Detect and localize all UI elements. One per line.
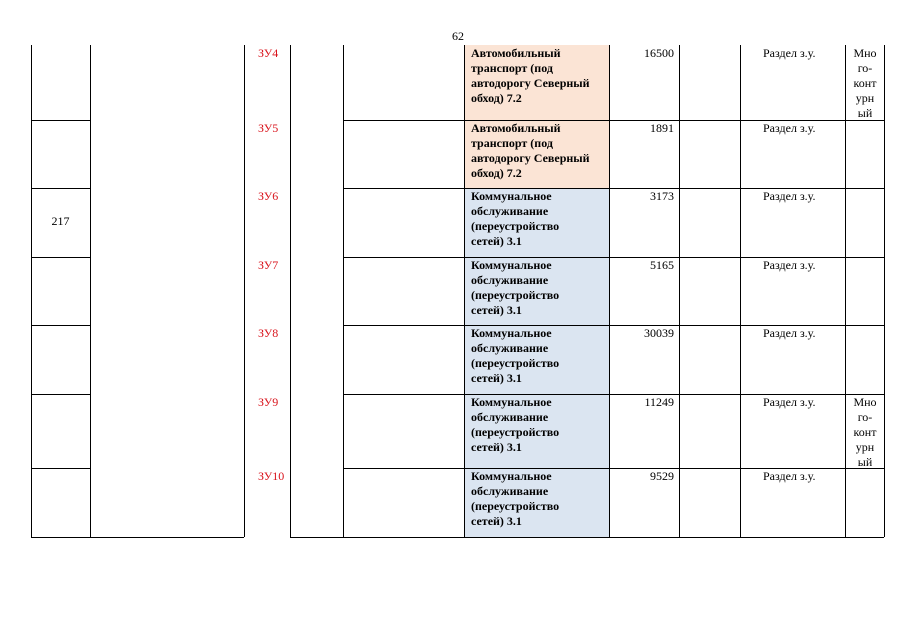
permitted-use-line: обход) 7.2 bbox=[471, 91, 522, 105]
permitted-use-line: транспорт (под bbox=[471, 61, 553, 75]
plot-code: ЗУ10 bbox=[258, 469, 285, 483]
plot-area: 9529 bbox=[650, 469, 674, 483]
plot-area: 16500 bbox=[644, 46, 674, 60]
permitted-use-line: Автомобильный bbox=[471, 121, 561, 135]
table-vline bbox=[343, 45, 344, 537]
permitted-use bbox=[471, 326, 606, 386]
plot-area: 1891 bbox=[650, 121, 674, 135]
note-line: го- bbox=[857, 410, 873, 424]
note-line: Мно bbox=[853, 395, 877, 409]
formation-method: Раздел з.у. bbox=[763, 189, 816, 203]
row-border bbox=[31, 394, 90, 395]
plot-area: 5165 bbox=[650, 258, 674, 272]
plot-code: ЗУ9 bbox=[258, 395, 279, 409]
permitted-use bbox=[471, 469, 606, 529]
plot-code: ЗУ5 bbox=[258, 121, 279, 135]
table-vline bbox=[679, 45, 680, 537]
table-vline bbox=[740, 45, 741, 537]
permitted-use-line: обслуживание bbox=[471, 273, 549, 287]
table-vline bbox=[464, 45, 465, 537]
row-border bbox=[290, 537, 343, 538]
permitted-use-line: (переустройство bbox=[471, 288, 560, 302]
table-vline bbox=[31, 45, 32, 537]
permitted-use-line: сетей) 3.1 bbox=[471, 234, 522, 248]
table-vline bbox=[845, 45, 846, 537]
permitted-use-line: сетей) 3.1 bbox=[471, 440, 522, 454]
formation-method: Раздел з.у. bbox=[763, 258, 816, 272]
note-line: урн bbox=[855, 440, 875, 454]
permitted-use-line: (переустройство bbox=[471, 219, 560, 233]
table-vline bbox=[884, 45, 885, 537]
table-vline bbox=[290, 45, 291, 537]
permitted-use bbox=[471, 121, 606, 181]
permitted-use-line: Коммунальное bbox=[471, 326, 552, 340]
permitted-use-line: автодорогу Северный bbox=[471, 76, 590, 90]
plot-code: ЗУ7 bbox=[258, 258, 279, 272]
permitted-use-line: обслуживание bbox=[471, 484, 549, 498]
permitted-use-line: Коммунальное bbox=[471, 469, 552, 483]
plot-code: ЗУ6 bbox=[258, 189, 279, 203]
row-border bbox=[90, 537, 244, 538]
row-border bbox=[31, 257, 90, 258]
row-border bbox=[31, 120, 90, 121]
permitted-use-line: (переустройство bbox=[471, 499, 560, 513]
permitted-use-line: обход) 7.2 bbox=[471, 166, 522, 180]
permitted-use-line: автодорогу Северный bbox=[471, 151, 590, 165]
row-border bbox=[31, 325, 90, 326]
formation-method: Раздел з.у. bbox=[763, 326, 816, 340]
permitted-use-line: Коммунальное bbox=[471, 258, 552, 272]
formation-method: Раздел з.у. bbox=[763, 121, 816, 135]
permitted-use-line: обслуживание bbox=[471, 204, 549, 218]
permitted-use bbox=[471, 258, 606, 318]
note-line: ый bbox=[857, 455, 873, 469]
permitted-use-line: Коммунальное bbox=[471, 395, 552, 409]
multi-contour-note bbox=[847, 46, 883, 121]
row-border bbox=[31, 188, 90, 189]
row-border bbox=[31, 537, 90, 538]
permitted-use-line: Коммунальное bbox=[471, 189, 552, 203]
table-vline bbox=[90, 45, 91, 537]
row-border bbox=[31, 468, 90, 469]
permitted-use-line: обслуживание bbox=[471, 410, 549, 424]
plot-area: 3173 bbox=[650, 189, 674, 203]
plot-area: 30039 bbox=[644, 326, 674, 340]
row-border bbox=[343, 537, 884, 538]
permitted-use-line: обслуживание bbox=[471, 341, 549, 355]
permitted-use bbox=[471, 395, 606, 455]
note-line: конт bbox=[853, 425, 877, 439]
plot-code: ЗУ4 bbox=[258, 46, 279, 60]
plot-area: 11249 bbox=[644, 395, 674, 409]
permitted-use-line: транспорт (под bbox=[471, 136, 553, 150]
permitted-use-line: сетей) 3.1 bbox=[471, 303, 522, 317]
multi-contour-note bbox=[847, 395, 883, 470]
note-line: урн bbox=[855, 91, 875, 105]
note-line: ый bbox=[857, 106, 873, 120]
note-line: го- bbox=[857, 61, 873, 75]
table-vline bbox=[244, 45, 245, 537]
note-line: конт bbox=[853, 76, 877, 90]
table-vline bbox=[609, 45, 610, 537]
page-number: 62 bbox=[452, 29, 464, 43]
formation-method: Раздел з.у. bbox=[763, 395, 816, 409]
permitted-use-line: сетей) 3.1 bbox=[471, 514, 522, 528]
permitted-use-line: (переустройство bbox=[471, 425, 560, 439]
formation-method: Раздел з.у. bbox=[763, 46, 816, 60]
permitted-use-line: сетей) 3.1 bbox=[471, 371, 522, 385]
plot-code: ЗУ8 bbox=[258, 326, 279, 340]
permitted-use-line: Автомобильный bbox=[471, 46, 561, 60]
note-line: Мно bbox=[853, 46, 877, 60]
formation-method: Раздел з.у. bbox=[763, 469, 816, 483]
row-number: 217 bbox=[51, 214, 70, 228]
permitted-use bbox=[471, 46, 606, 106]
permitted-use-line: (переустройство bbox=[471, 356, 560, 370]
permitted-use bbox=[471, 189, 606, 249]
